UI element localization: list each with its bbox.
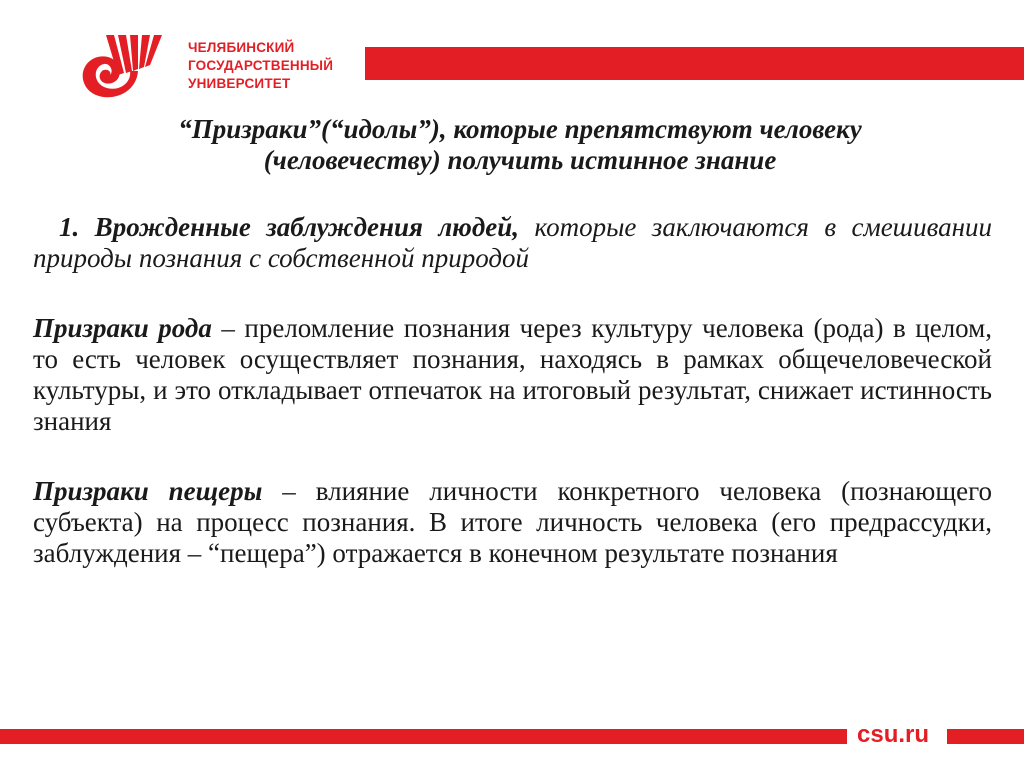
idols-of-tribe-paragraph	[33, 313, 992, 437]
term: Призраки рода	[33, 313, 212, 343]
footer-bar-right	[947, 729, 1024, 744]
slide-title	[40, 114, 1000, 176]
title-line: (человечеству) получить истинное знание	[263, 145, 777, 175]
logo-line: ГОСУДАРСТВЕННЫЙ	[188, 58, 334, 73]
term: Призраки пещеры	[33, 476, 263, 506]
section-text: которые заключаются в смешивании природы познания с собственной природой	[33, 212, 992, 273]
site-link[interactable]: csu.ru	[857, 721, 930, 748]
title-line: “Призраки”(“идолы”), которые препятствуют человеку	[178, 114, 862, 144]
university-logo-icon	[78, 33, 178, 105]
university-name	[188, 39, 333, 93]
header-bar	[365, 47, 1024, 80]
definition: – преломление познания через культуру человека (рода) в целом, то есть человек осуществляет познания, находясь в рамках общечеловеческой культуры, и это откладывает отпечаток на итоговый результат, снижает истинность знания	[33, 313, 992, 436]
definition: – влияние личности конкретного человека (познающего субъекта) на процесс познания. В итоге личность человека (его предрассудки, заблуждения – “пещера”) отражается в конечном результате познания	[33, 476, 992, 568]
logo-line: УНИВЕРСИТЕТ	[188, 76, 291, 91]
innate-errors-paragraph	[33, 212, 992, 274]
footer-bar-left	[0, 729, 847, 744]
logo-line: ЧЕЛЯБИНСКИЙ	[188, 40, 295, 55]
idols-of-cave-paragraph	[33, 476, 992, 569]
section-heading: 1. Врожденные заблуждения людей,	[59, 212, 520, 242]
